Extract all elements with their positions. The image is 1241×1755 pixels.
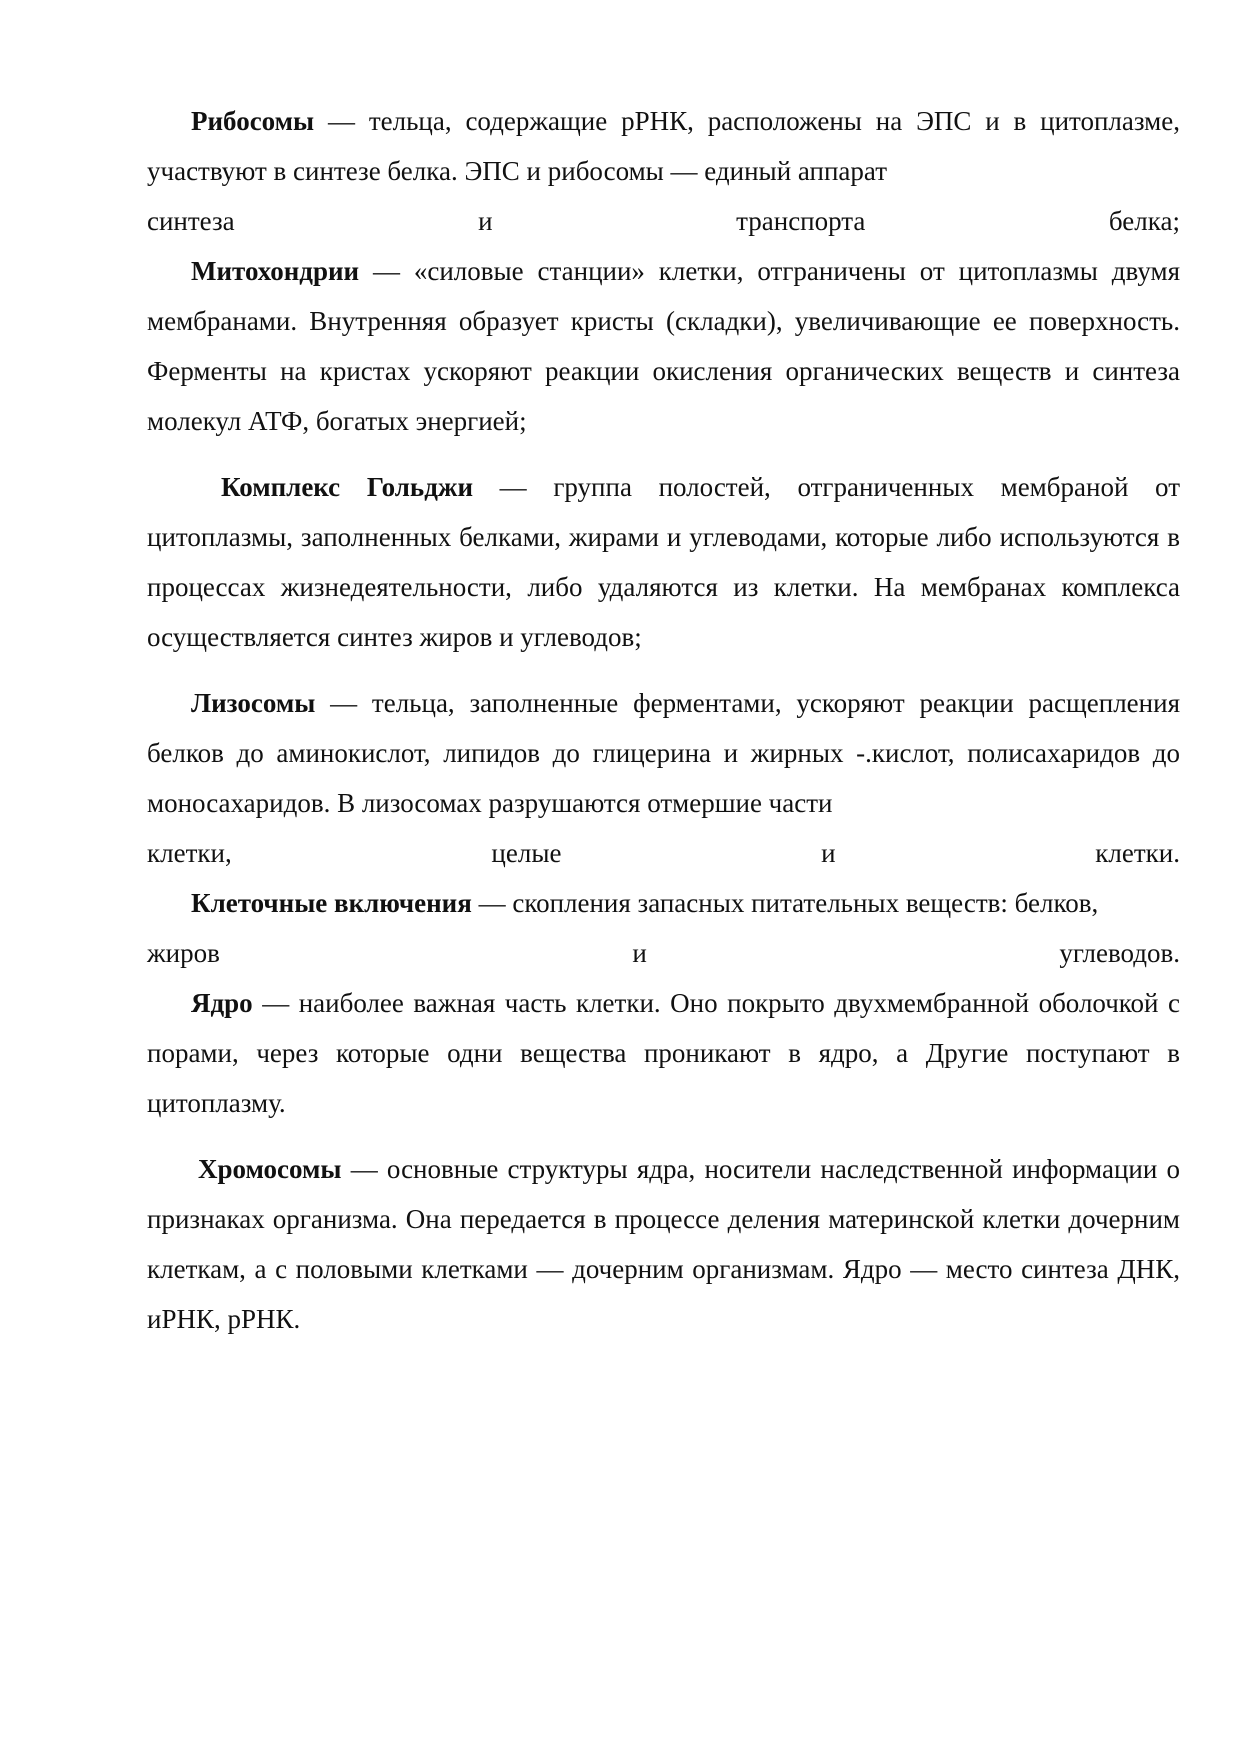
term-lysosomes: Лизосомы (191, 688, 316, 718)
paragraph-nucleus (147, 978, 1180, 1128)
word: и (632, 938, 647, 968)
paragraph-ribosomes (147, 96, 1180, 196)
paragraph-spacer (147, 662, 1180, 678)
word: и (478, 206, 493, 236)
text-chromosomes: — основные структуры ядра, носители наследственной информации о признаках организма. Она передается в процессе деления материнской клетки дочерним клеткам, а с половыми клетками — дочерним организмам. Ядро — место синтеза ДНК, иРНК, рРНК. (147, 1154, 1180, 1334)
word: транспорта (736, 206, 866, 236)
paragraph-inclusions (147, 878, 1180, 928)
spread-line-inclusions (147, 928, 1180, 978)
paragraph-spacer (147, 1128, 1180, 1144)
word: целые (491, 838, 562, 868)
paragraph-golgi (147, 462, 1180, 662)
word: клетки. (1095, 838, 1180, 868)
word: клетки, (147, 838, 232, 868)
term-golgi: Комплекс Гольджи (221, 472, 473, 502)
word: углеводов. (1059, 938, 1180, 968)
document-body (147, 96, 1180, 1344)
word: синтеза (147, 206, 235, 236)
term-mitochondria: Митохондрии (191, 256, 360, 286)
paragraph-spacer (147, 446, 1180, 462)
paragraph-chromosomes (147, 1144, 1180, 1344)
word: жиров (147, 938, 220, 968)
paragraph-lysosomes (147, 678, 1180, 828)
text-inclusions: — скопления запасных питательных веществ: белков, (471, 888, 1099, 918)
text-nucleus: — наиболее важная часть клетки. Оно покрыто двухмембранной оболочкой с порами, через которые одни вещества проникают в ядро, а Другие поступают в цитоплазму. (147, 988, 1180, 1118)
text-golgi: — группа полостей, отграниченных мембраной от цитоплазмы, заполненных белками, жирами и углеводами, которые либо используются в процессах жизнедеятельности, либо удаляются из клетки. На мембранах комплекса осуществляется синтез жиров и углеводов; (147, 472, 1180, 652)
text-mitochondria: — «силовые станции» клетки, отграничены от цитоплазмы двумя мембранами. Внутренняя образует кристы (складки), увеличивающие ее поверхность. Ферменты на кристах ускоряют реакции окисления органических веществ и синтеза молекул АТФ, богатых энергией; (147, 256, 1180, 436)
term-chromosomes: Хромосомы (198, 1154, 342, 1184)
paragraph-mitochondria (147, 246, 1180, 446)
term-nucleus: Ядро (191, 988, 253, 1018)
term-inclusions: Клеточные включения (191, 888, 472, 918)
word: и (821, 838, 836, 868)
text-ribosomes: — тельца, содержащие рРНК, расположены на ЭПС и в цитоплазме, участвуют в синтезе белка. ЭПС и рибосомы — единый аппарат (147, 106, 1180, 186)
spread-line-lysosomes (147, 828, 1180, 878)
text-lysosomes: — тельца, заполненные ферментами, ускоряют реакции расщепления белков до аминокислот, липидов до глицерина и жирных -.кислот, полисахаридов до моносахаридов. В лизосомах разрушаются отмершие части (147, 688, 1180, 818)
spread-line-ribosomes (147, 196, 1180, 246)
term-ribosomes: Рибосомы (191, 106, 315, 136)
word: белка; (1108, 206, 1180, 236)
